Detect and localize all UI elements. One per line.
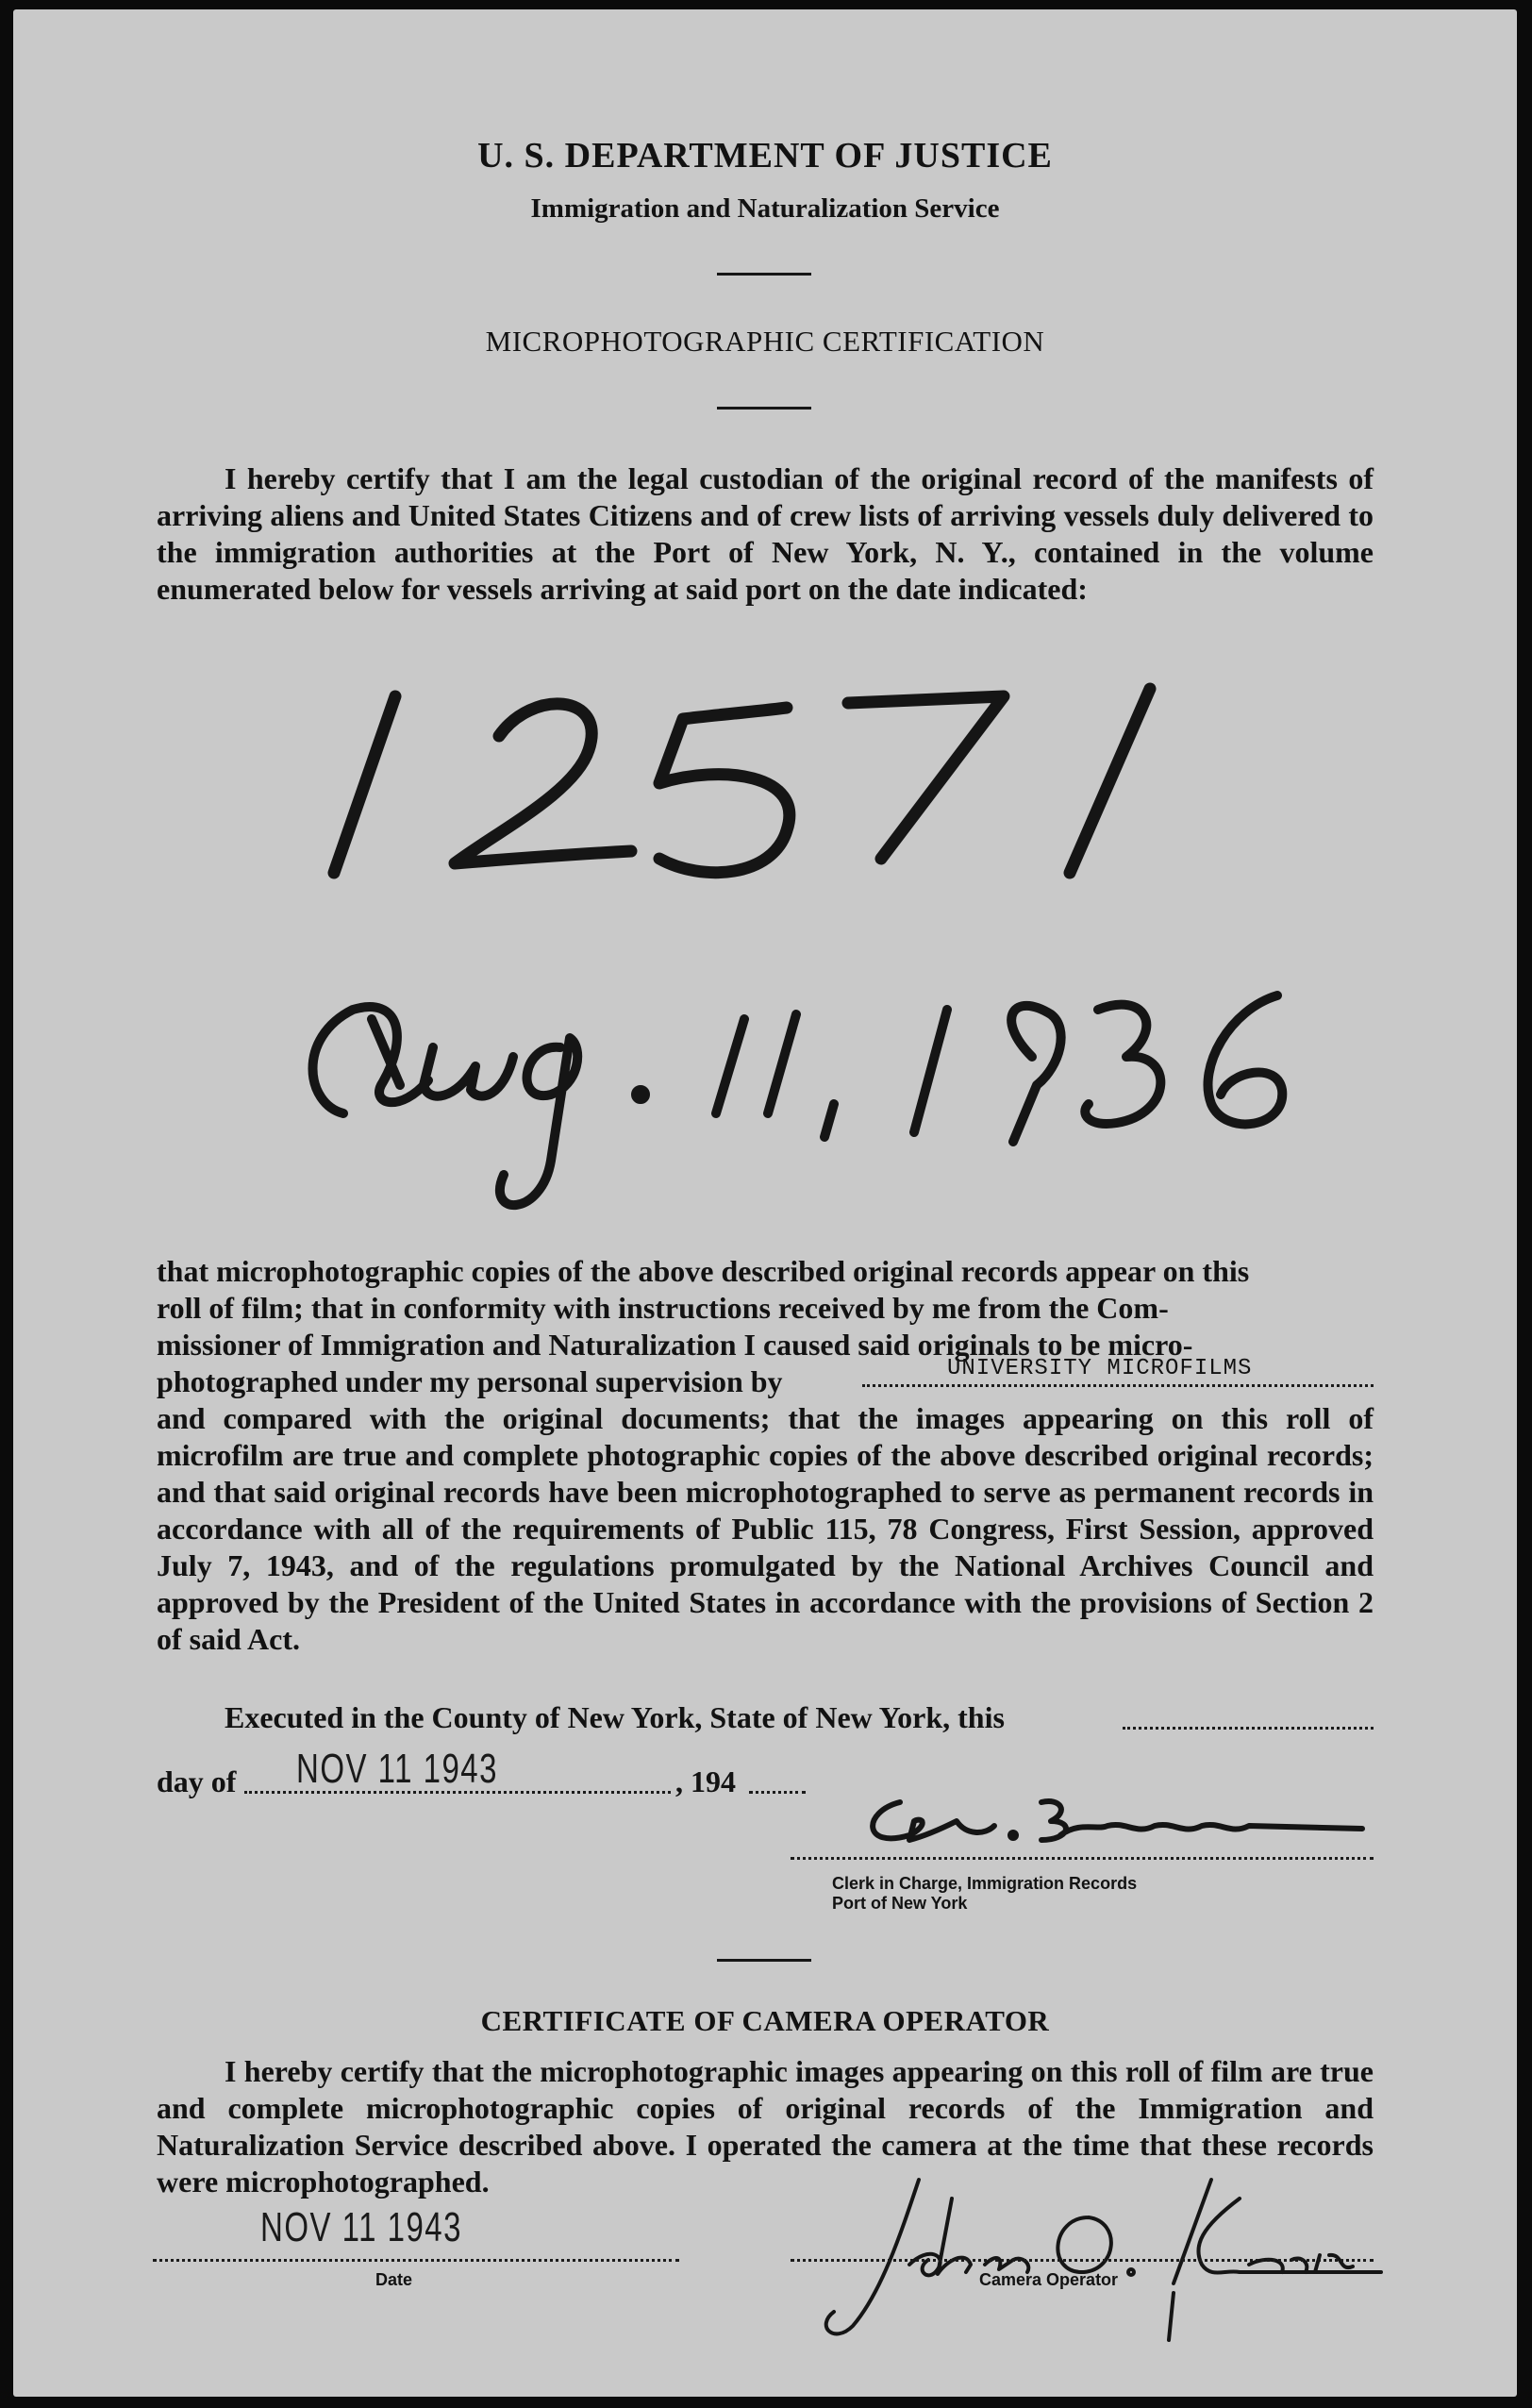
clerk-title-line: Clerk in Charge, Immigration Records bbox=[832, 1874, 1138, 1893]
camera-operator-heading: CERTIFICATE OF CAMERA OPERATOR bbox=[480, 2004, 1050, 2037]
supervision-line bbox=[157, 1356, 1374, 1400]
body-rest: and compared with the original documents; that the images appearing on this roll of microfilm are true and complete photographic copies of the above described original records; and that said original records have been microphotographed to serve as permanent records in accordance with all of the requirements of Public 115, 78 Congress, First Session, approved July 7, 1943, and of the regulations promulgated by the National Archives Council and approved by the President of the United States in accordance with the provisions of Section 2 of said Act. bbox=[157, 1401, 1374, 1656]
supervision-prefix: photographed under my personal supervision by bbox=[157, 1364, 783, 1398]
divider bbox=[717, 1959, 811, 1962]
clerk-signature-line bbox=[791, 1857, 1374, 1860]
handwritten-arrival-date bbox=[268, 972, 1400, 1236]
camera-operator-paragraph: I hereby certify that the microphotographic images appearing on this roll of film are true and complete microphotographic copies of original records of the Immigration and Naturalization Service described above. I operated the camera at the time that these records were microphotographed. bbox=[157, 2054, 1374, 2199]
operator-date-line bbox=[153, 2259, 679, 2262]
operator-date-stamp: NOV 11 1943 bbox=[260, 2204, 463, 2250]
year-fill-line bbox=[749, 1791, 806, 1794]
divider bbox=[717, 407, 811, 410]
intro-paragraph: I hereby certify that I am the legal custodian of the original record of the manifests of arriving aliens and United States Citizens and of crew lists of arriving vessels duly delivered to the immigration authorities at the Port of New York, N. Y., contained in the volume enumerated below for vessels arriving at said port on the date indicated: bbox=[157, 461, 1374, 606]
clerk-title-line: Port of New York bbox=[832, 1894, 968, 1913]
body-paragraph bbox=[157, 1253, 1374, 1658]
year-prefix: , 194 bbox=[675, 1764, 736, 1798]
body-line: roll of film; that in conformity with instructions received by me from the Com- bbox=[157, 1291, 1169, 1325]
camera-operator-signature bbox=[796, 2161, 1400, 2349]
divider bbox=[717, 273, 811, 276]
photographer-name: UNIVERSITY MICROFILMS bbox=[947, 1356, 1253, 1381]
certification-sheet bbox=[13, 9, 1517, 2397]
form-title: MICROPHOTOGRAPHIC CERTIFICATION bbox=[485, 325, 1045, 358]
day-of-label: day of bbox=[157, 1764, 237, 1798]
date-label: Date bbox=[375, 2270, 413, 2289]
body-line: missioner of Immigration and Naturalization I caused said originals to be micro- bbox=[157, 1328, 1193, 1362]
operator-signature-line bbox=[791, 2259, 1374, 2262]
executed-day-fill-line bbox=[1123, 1727, 1374, 1730]
clerk-title bbox=[832, 1874, 1137, 1914]
handwritten-volume-number bbox=[296, 670, 1221, 915]
body-line: that microphotographic copies of the above described original records appear on this bbox=[157, 1254, 1250, 1288]
department-title: U. S. DEPARTMENT OF JUSTICE bbox=[477, 136, 1053, 176]
executed-line: Executed in the County of New York, State of New York, this bbox=[225, 1700, 1005, 1734]
clerk-signature bbox=[843, 1783, 1372, 1859]
service-subtitle: Immigration and Naturalization Service bbox=[530, 193, 1000, 224]
executed-date-stamp: NOV 11 1943 bbox=[296, 1746, 499, 1792]
camera-operator-label: Camera Operator bbox=[979, 2270, 1119, 2289]
